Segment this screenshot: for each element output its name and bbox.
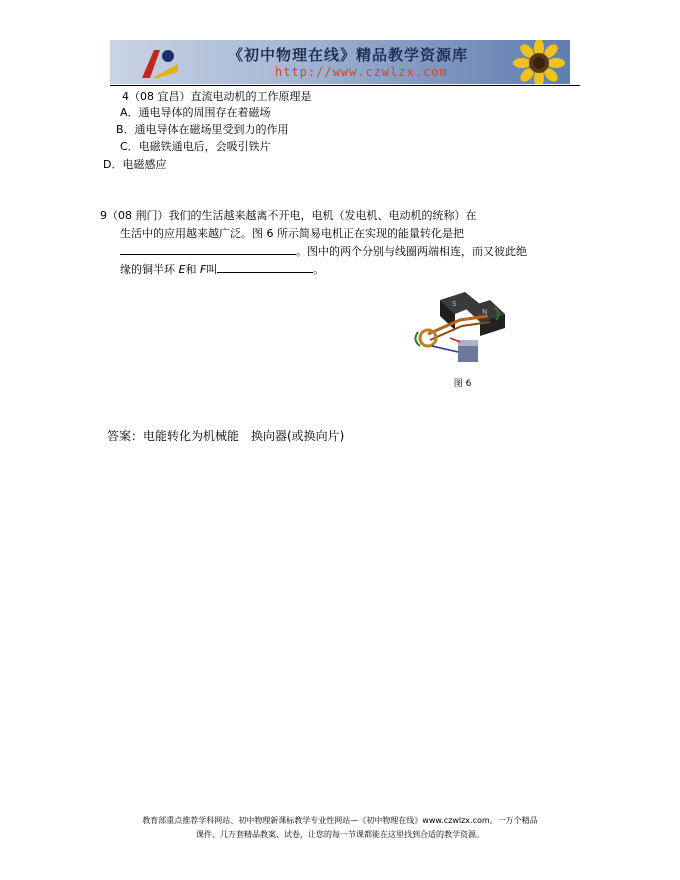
var-f: F [199, 263, 207, 276]
q4-option-c: C．电磁铁通电后，会吸引铁片 [120, 140, 271, 153]
q9-line3 [120, 244, 527, 259]
q9-and: 和 [185, 263, 197, 276]
q9-line2 [120, 227, 464, 241]
q9-call: 叫 [206, 263, 218, 276]
answer-blank-2[interactable] [217, 262, 313, 273]
banner-url[interactable]: http://www.czwlzx.com [275, 65, 448, 79]
q9-line2-text: 生活中的应用越来越广泛。图 6 所示简易电机正在实现的能量转化是把 [120, 227, 464, 240]
motor-illustration-icon [410, 290, 515, 365]
q4-option-a: A．通电导体的周围存在着磁场 [120, 106, 271, 119]
sunflower-icon [508, 40, 570, 84]
banner-title: 《初中物理在线》精品教学资源库 [228, 46, 469, 64]
header-rule [110, 85, 580, 86]
site-logo-icon [138, 44, 182, 82]
header-banner [110, 40, 570, 84]
answer-blank-1[interactable] [120, 244, 296, 255]
figure-caption: 图 6 [453, 379, 472, 389]
q9-line3-text: 。图中的两个分别与线圈两端相连，而又彼此绝 [296, 245, 527, 258]
q9-line4-end: 。 [313, 263, 325, 276]
svg-text:N: N [482, 308, 488, 316]
footer-line-2: 课件、几万套精品教案、试卷，让您的每一节课都能在这里找到合适的教学资源。 [196, 830, 484, 839]
q4-option-b: B．通电导体在磁场里受到力的作用 [116, 123, 289, 136]
figure-6 [410, 290, 515, 389]
q4-option-d: D．电磁感应 [103, 158, 167, 171]
svg-text:S: S [452, 300, 457, 308]
q4-stem: 4（08 宜昌）直流电动机的工作原理是 [122, 90, 312, 103]
var-e: E [178, 263, 186, 276]
q9-line4-text: 缘的铜半环 [120, 263, 175, 276]
q9-line1: 9（08 荆门）我们的生活越来越离不开电，电机（发电机、电动机的统称）在 [100, 209, 477, 222]
q9-line4 [120, 262, 324, 277]
answer-text: 答案：电能转化为机械能 换向器(或换向片) [107, 429, 345, 443]
footer-line-1: 教育部重点推荐学科网站、初中物理新课标教学专业性网站—《初中物理在线》www.czwlzx.com。一万个精品 [142, 816, 538, 825]
